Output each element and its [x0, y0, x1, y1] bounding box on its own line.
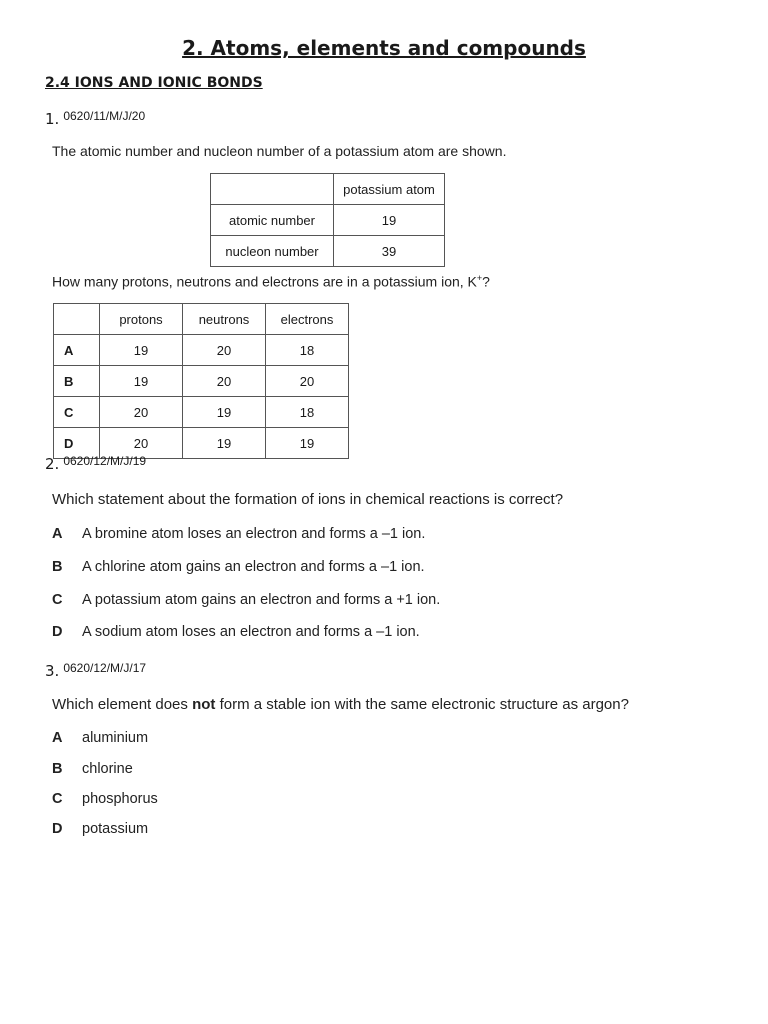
- option-letter: A: [52, 730, 63, 746]
- table-cell: 19: [183, 428, 266, 459]
- option-text: chlorine: [82, 761, 133, 777]
- option-letter: B: [54, 366, 100, 397]
- option-row: [52, 624, 420, 640]
- table-header-row: [54, 304, 349, 335]
- option-text: A potassium atom gains an electron and forms a +1 ion.: [82, 592, 441, 608]
- question-number: 1.: [45, 110, 60, 128]
- table-cell: 20: [183, 335, 266, 366]
- table-row: [211, 205, 445, 236]
- option-letter: D: [54, 428, 100, 459]
- option-letter: C: [54, 397, 100, 428]
- option-letter: D: [52, 624, 63, 640]
- question-2-text: Which statement about the formation of ions in chemical reactions is correct?: [52, 491, 564, 508]
- question-2-header: [45, 455, 146, 473]
- option-row: [52, 526, 425, 542]
- table-row: [54, 397, 349, 428]
- table-cell: 19: [183, 397, 266, 428]
- question-code: 0620/12/M/J/17: [63, 661, 147, 675]
- page-title: 2. Atoms, elements and compounds: [182, 36, 586, 60]
- question-1-header: [45, 110, 145, 128]
- question-number: 3.: [45, 662, 60, 680]
- ion-charge: +: [476, 273, 483, 283]
- question-code: 0620/12/M/J/19: [63, 454, 147, 468]
- table-cell: 19: [100, 335, 183, 366]
- option-letter: A: [54, 335, 100, 366]
- table-cell: 20: [100, 428, 183, 459]
- option-text: A bromine atom loses an electron and forms a –1 ion.: [82, 526, 426, 542]
- table-cell: [211, 174, 334, 205]
- option-letter: B: [52, 559, 63, 575]
- table-cell: 18: [266, 397, 349, 428]
- option-row: [52, 592, 440, 608]
- table-cell: atomic number: [211, 205, 334, 236]
- question-text: How many protons, neutrons and electrons are in a potassium ion, K: [52, 273, 477, 290]
- option-text: potassium: [82, 821, 149, 837]
- table-cell: 19: [100, 366, 183, 397]
- option-letter: D: [52, 821, 63, 837]
- option-letter: B: [52, 761, 63, 777]
- answer-table: [53, 303, 349, 459]
- table-header-cell: neutrons: [183, 304, 266, 335]
- table-header-row: [211, 174, 445, 205]
- table-cell: 19: [266, 428, 349, 459]
- option-row: [52, 559, 425, 575]
- option-text: A chlorine atom gains an electron and forms a –1 ion.: [82, 559, 425, 575]
- table-row: [211, 236, 445, 267]
- table-cell: 20: [183, 366, 266, 397]
- question-text: Which element does: [52, 696, 193, 713]
- option-letter: C: [52, 592, 63, 608]
- table-header-cell: potassium atom: [334, 174, 445, 205]
- table-cell: 20: [100, 397, 183, 428]
- option-letter: C: [52, 791, 63, 807]
- table-cell: nucleon number: [211, 236, 334, 267]
- table-cell: [54, 304, 100, 335]
- question-3-header: [45, 662, 146, 680]
- option-row: [52, 821, 148, 837]
- table-cell: 18: [266, 335, 349, 366]
- question-text-end: form a stable ion with the same electronic structure as argon?: [215, 696, 629, 713]
- option-letter: A: [52, 526, 63, 542]
- table-row: [54, 335, 349, 366]
- question-1-intro: The atomic number and nucleon number of a potassium atom are shown.: [52, 143, 507, 159]
- table-header-cell: protons: [100, 304, 183, 335]
- question-code: 0620/11/M/J/20: [63, 109, 146, 123]
- question-text-end: ?: [482, 273, 490, 290]
- question-number: 2.: [45, 455, 60, 473]
- table-header-cell: electrons: [266, 304, 349, 335]
- option-row: [52, 791, 158, 807]
- option-text: aluminium: [82, 730, 149, 746]
- question-3-text: [52, 696, 629, 713]
- option-row: [52, 761, 133, 777]
- table-cell: 39: [334, 236, 445, 267]
- option-text: A sodium atom loses an electron and forms a –1 ion.: [82, 624, 420, 640]
- option-text: phosphorus: [82, 791, 158, 807]
- option-row: [52, 730, 148, 746]
- question-1-text: [52, 273, 490, 290]
- potassium-info-table: [210, 173, 445, 267]
- emphasis-not: not: [192, 696, 216, 713]
- table-cell: 20: [266, 366, 349, 397]
- table-cell: 19: [334, 205, 445, 236]
- section-heading: 2.4 IONS AND IONIC BONDS: [45, 75, 263, 91]
- table-row: [54, 366, 349, 397]
